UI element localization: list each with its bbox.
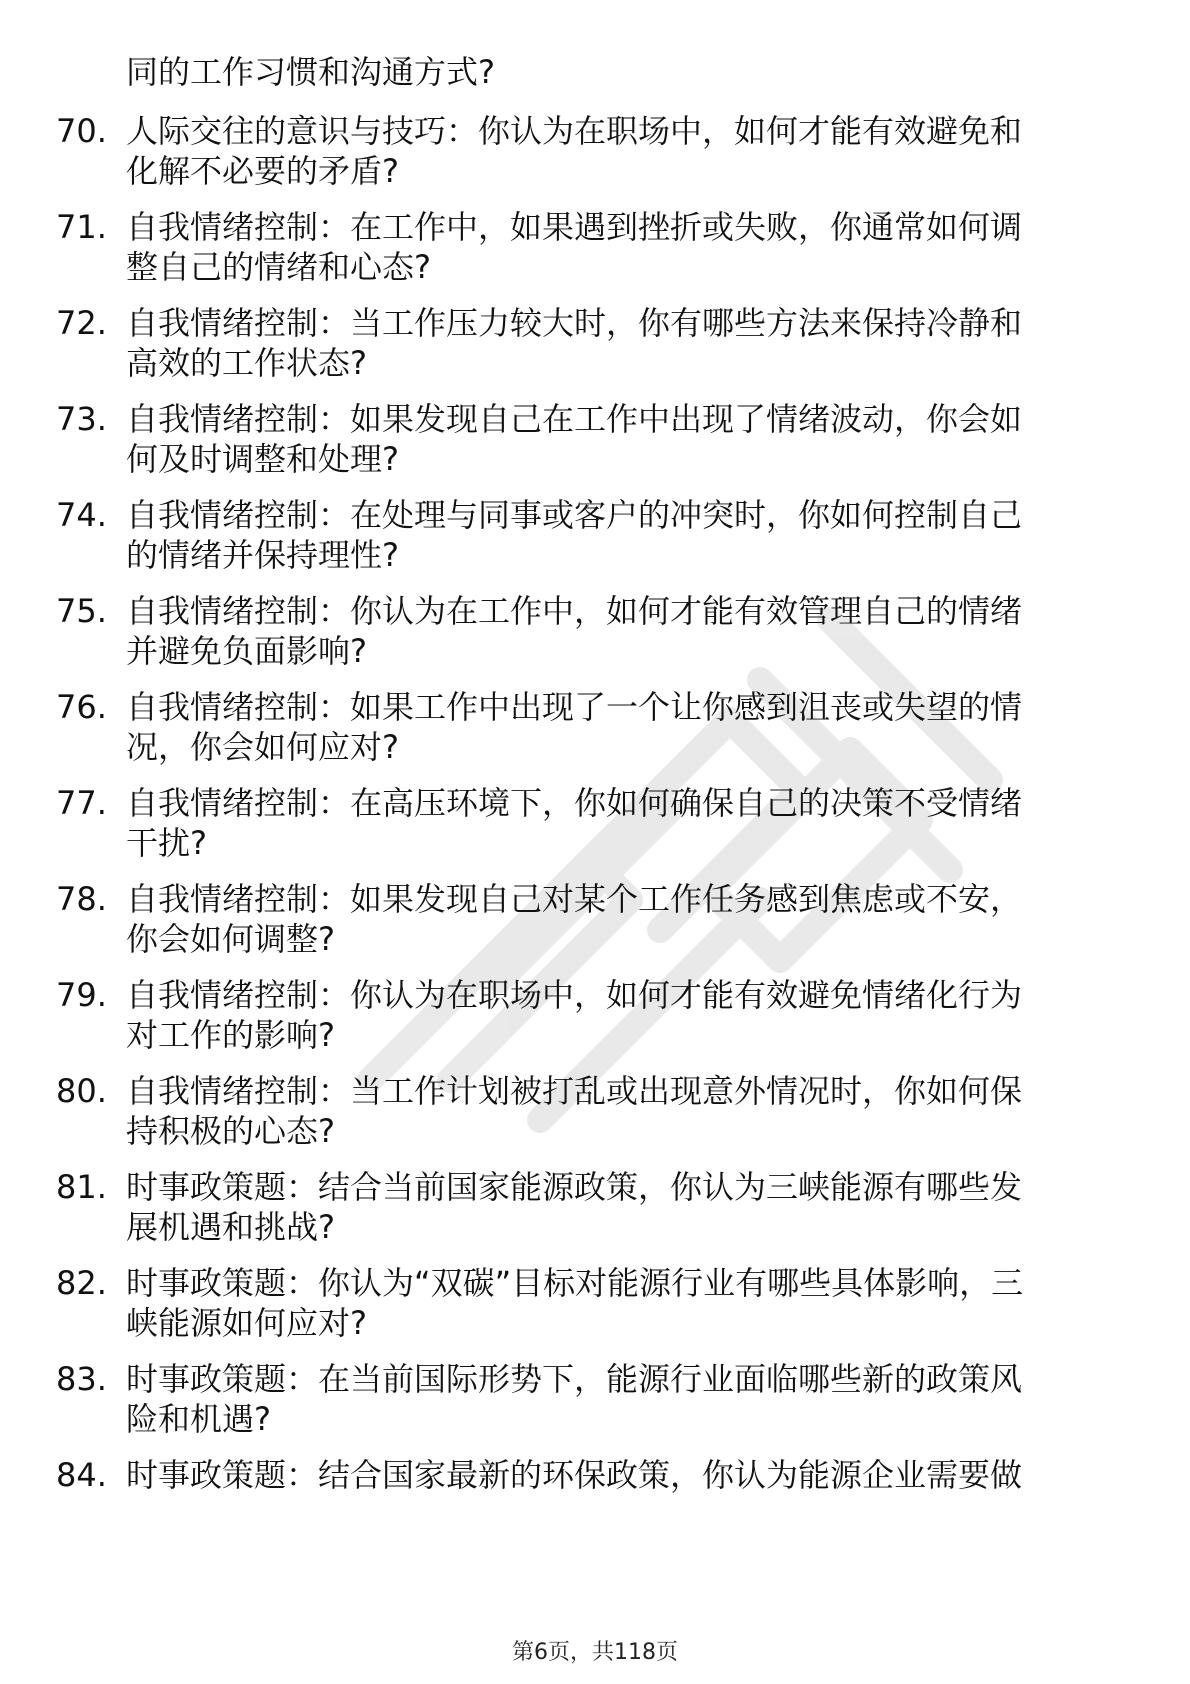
item-text: 自我情绪控制：在处理与同事或客户的冲突时，你如何控制自己 的情绪并保持理性?	[126, 496, 1023, 574]
item-text: 自我情绪控制：当工作计划被打乱或出现意外情况时，你如何保 持积极的心态?	[126, 1072, 1023, 1150]
item-number: 76.	[56, 688, 107, 726]
item-text: 人际交往的意识与技巧：你认为在职场中，如何才能有效避免和 化解不必要的矛盾?	[126, 112, 1023, 190]
item-text: 自我情绪控制：当工作压力较大时，你有哪些方法来保持冷静和 高效的工作状态?	[126, 304, 1023, 382]
item-number: 80.	[56, 1072, 107, 1110]
item-number: 82.	[56, 1264, 107, 1302]
item-number: 73.	[56, 400, 107, 438]
item-text: 自我情绪控制：在高压环境下，你如何确保自己的决策不受情绪 干扰?	[126, 784, 1023, 862]
item-text: 自我情绪控制：如果发现自己对某个工作任务感到焦虑或不安， 你会如何调整?	[126, 880, 1023, 958]
item-number: 83.	[56, 1360, 107, 1398]
item-text: 时事政策题：结合国家最新的环保政策，你认为能源企业需要做	[126, 1456, 1023, 1494]
item-text: 自我情绪控制：你认为在工作中，如何才能有效管理自己的情绪 并避免负面影响?	[126, 592, 1023, 670]
item-number: 79.	[56, 976, 107, 1014]
item-text: 时事政策题：在当前国际形势下，能源行业面临哪些新的政策风 险和机遇?	[126, 1360, 1023, 1438]
item-text: 自我情绪控制：如果工作中出现了一个让你感到沮丧或失望的情 况，你会如何应对?	[126, 688, 1023, 766]
item-text: 自我情绪控制：如果发现自己在工作中出现了情绪波动，你会如 何及时调整和处理?	[126, 400, 1023, 478]
item-text: 自我情绪控制：在工作中，如果遇到挫折或失败，你通常如何调 整自己的情绪和心态?	[126, 208, 1023, 286]
item-number: 77.	[56, 784, 107, 822]
item-number: 84.	[56, 1456, 107, 1494]
item-text: 时事政策题：结合当前国家能源政策，你认为三峡能源有哪些发 展机遇和挑战?	[126, 1168, 1023, 1246]
page-footer: 第6页，共118页	[512, 1640, 678, 1665]
item-number: 75.	[56, 592, 107, 630]
item-text: 时事政策题：你认为“双碳”目标对能源行业有哪些具体影响，三 峡能源如何应对?	[126, 1264, 1024, 1342]
item-number: 70.	[56, 112, 107, 150]
item-number: 78.	[56, 880, 107, 918]
item-number: 72.	[56, 304, 107, 342]
item-number: 74.	[56, 496, 107, 534]
item-number: 81.	[56, 1168, 107, 1206]
item-text: 自我情绪控制：你认为在职场中，如何才能有效避免情绪化行为 对工作的影响?	[126, 976, 1023, 1054]
continuation-line: 同的工作习惯和沟通方式?	[126, 53, 495, 91]
item-number: 71.	[56, 208, 107, 246]
